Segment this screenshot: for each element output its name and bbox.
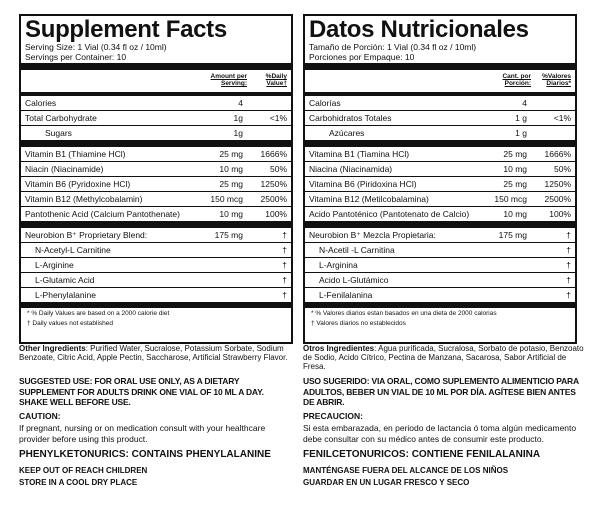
nutrient-name: Vitamin B1 (Thiamine HCl) [25,149,126,159]
nutrient-daily-value: 100% [265,209,287,219]
nutrient-daily-value: † [566,275,571,285]
nutrient-name: Niacina (Niacinamida) [309,164,393,174]
nutrient-row [305,177,575,192]
nutrient-name: Acido Pantoténico (Pantotenato de Calcio) [309,209,470,219]
nutrient-daily-value: 2500% [260,194,287,204]
nutrient-row [305,273,575,288]
nutrient-daily-value: † [282,230,287,240]
nutrient-daily-value: 1250% [260,179,287,189]
panel-title: Datos Nutricionales [309,16,529,43]
nutrient-row [21,162,291,177]
footnote-not-established: † Daily values not established [27,320,113,327]
nutrient-daily-value: <1% [553,113,571,123]
nutrient-name: Pantothenic Acid (Calcium Pantothenate) [25,209,180,219]
nutrient-daily-value: 50% [553,164,571,174]
nutrient-daily-value: † [566,290,571,300]
nutrient-row [21,207,291,222]
nutrient-daily-value: 1666% [544,149,571,159]
nutrient-amount: 4 [522,98,527,108]
nutrient-name: N-Acetil -L Carnitina [319,245,395,255]
nutrient-amount: 1g [233,113,243,123]
store-en: STORE IN A COOL DRY PLACE [19,478,138,487]
nutrient-row [21,96,291,111]
nutrient-daily-value: 1250% [544,179,571,189]
nutrient-row [305,192,575,207]
nutrient-row [21,177,291,192]
footnote-daily-values: * % Valores diarios estan basados en una dieta de 2000 calorias [311,310,497,317]
nutrient-amount: 10 mg [503,164,527,174]
nutrient-name: L-Glutamic Acid [35,275,95,285]
nutrient-name: Acido L-Glutámico [319,275,389,285]
nutrient-name: Total Carbohydrate [25,113,97,123]
nutrient-row [305,126,575,141]
footnote-daily-values: * % Daily Values are based on a 2000 calorie diet [27,310,170,317]
nutrient-row [305,111,575,126]
other-ingredients-en: Other Ingredients: Purified Water, Sucralose, Potassium Sorbate, Sodium Benzoate, Citric Acid, Apple Pectin, Saccharose, Artificial Strawberry Flavor. [19,344,288,362]
phenylketonurics-en: PHENYLKETONURICS: CONTAINS PHENYLALANINE [19,449,271,460]
nutrient-name: Calorías [309,98,341,108]
nutrient-name: Sugars [45,128,72,138]
nutrient-row [21,111,291,126]
suggested-use-es: USO SUGERIDO: VIA ORAL, COMO SUPLEMENTO ALIMENTICIO PARA ADULTOS, BEBER UN VIAL DE 10 ML POR DÍA. AGÍTESE BIEN ANTES DE ABRIR. [303,376,579,407]
nutrient-daily-value: † [566,260,571,270]
nutrient-amount: 25 mg [503,179,527,189]
nutrient-name: L-Arginina [319,260,358,270]
nutrient-row [305,288,575,303]
nutrient-amount: 1g [233,128,243,138]
caution-text-en: If pregnant, nursing or on medication consult with your healthcare provider before using this product. [19,423,266,444]
nutrient-amount: 175 mg [498,230,527,240]
caution-title-en: CAUTION: [19,411,61,421]
nutrient-amount: 10 mg [219,209,243,219]
keep-out-es: MANTÉNGASE FUERA DEL ALCANCE DE LOS NIÑOS [303,466,509,475]
suggested-use-en: SUGGESTED USE: FOR ORAL USE ONLY, AS A DIETARY SUPPLEMENT FOR ADULTS DRINK ONE VIAL OF 10 ML A DAY. SHAKE WELL BEFORE USE. [19,376,264,407]
nutrient-row [21,126,291,141]
nutrient-table [21,96,291,308]
nutrient-daily-value: † [282,290,287,300]
nutrient-row [21,192,291,207]
nutrient-row [21,147,291,162]
nutrient-name: Vitamina B6 (Piridoxina HCl) [309,179,417,189]
nutrient-name: Vitamin B12 (Methylcobalamin) [25,194,143,204]
nutrient-amount: 4 [238,98,243,108]
column-header [21,70,291,92]
nutrient-name: L-Arginine [35,260,74,270]
nutrient-row [21,258,291,273]
nutrient-row [305,96,575,111]
serving-size: Serving Size: 1 Vial (0.34 fl oz / 10ml) [25,42,167,52]
nutrient-amount: 150 mcg [210,194,243,204]
nutrient-amount: 25 mg [503,149,527,159]
keep-out-en: KEEP OUT OF REACH CHILDREN [19,466,148,475]
nutrient-name: Neurobion B⁺ Proprietary Blend: [25,230,148,240]
nutrient-name: Carbohidratos Totales [309,113,392,123]
nutrient-amount: 1 g [515,113,527,123]
nutrient-name: Neurobion B⁺ Mezcla Propietaria: [309,230,436,240]
nutrient-daily-value: 50% [269,164,287,174]
supplement-facts-panel [19,14,293,344]
nutrient-name: Vitamina B12 (Metilcobalamina) [309,194,429,204]
datos-nutricionales-panel [303,14,577,344]
nutrient-daily-value: 100% [549,209,571,219]
nutrient-row [21,288,291,303]
nutrient-daily-value: † [282,245,287,255]
nutrient-amount: 25 mg [219,179,243,189]
amount-header: Cant. por Porción: [502,73,531,87]
panel-title: Supplement Facts [25,16,227,43]
serving-size: Tamaño de Porción: 1 Vial (0.34 fl oz / 10ml) [309,42,477,52]
nutrient-name: Calories [25,98,57,108]
store-es: GUARDAR EN UN LUGAR FRESCO Y SECO [303,478,470,487]
servings-per-container: Porciones por Empaque: 10 [309,52,415,62]
nutrient-name: N-Acetyl-L Carnitine [35,245,111,255]
caution-text-es: Si esta embarazada, en periodo de lactancia ó toma algún medicamento debe consultar con su médico antes de consumir este producto. [303,423,577,444]
nutrient-amount: 150 mcg [494,194,527,204]
nutrient-row [305,147,575,162]
nutrient-amount: 175 mg [214,230,243,240]
nutrient-row [305,162,575,177]
nutrient-name: Vitamina B1 (Tiamina HCl) [309,149,410,159]
nutrient-daily-value: † [566,230,571,240]
nutrient-name: L-Phenylalanine [35,290,96,300]
divider-thick [21,63,291,70]
nutrient-amount: 25 mg [219,149,243,159]
nutrient-row [305,243,575,258]
nutrient-row [305,258,575,273]
nutrient-name: Niacin (Niacinamide) [25,164,104,174]
footnote-not-established: † Valores diarios no establecidos [311,320,406,327]
nutrient-name: L-Fenilalanina [319,290,373,300]
servings-per-container: Servings per Container: 10 [25,52,127,62]
nutrient-daily-value: 1666% [260,149,287,159]
column-header [305,70,575,92]
caution-title-es: PRECAUCION: [303,411,363,421]
nutrient-name: Azúcares [329,128,365,138]
nutrient-name: Vitamin B6 (Pyridoxine HCl) [25,179,131,189]
nutrient-row [21,273,291,288]
daily-value-header: %Valores Diarios* [542,73,571,87]
nutrient-amount: 1 g [515,128,527,138]
nutrient-row [305,207,575,222]
nutrient-daily-value: 2500% [544,194,571,204]
daily-value-header: %Daily Value† [265,73,287,87]
other-ingredients-es: Otros Ingredientes: Agua purificada, Sucralosa, Sorbato de potasio, Benzoato de Sodio, Acido Cítrico, Pectina de Manzana, Sacarosa, Sabor Artificial de Fresa. [303,344,584,371]
nutrient-row [21,243,291,258]
nutrient-daily-value: † [282,275,287,285]
amount-header: Amount per Serving: [210,73,247,87]
nutrient-table [305,96,575,308]
nutrient-daily-value: † [282,260,287,270]
nutrient-amount: 10 mg [219,164,243,174]
nutrient-daily-value: <1% [269,113,287,123]
nutrient-amount: 10 mg [503,209,527,219]
nutrient-row [21,228,291,243]
nutrient-row [305,228,575,243]
nutrient-daily-value: † [566,245,571,255]
phenylketonurics-es: FENILCETONURICOS: CONTIENE FENILALANINA [303,449,541,460]
divider-thick [305,63,575,70]
